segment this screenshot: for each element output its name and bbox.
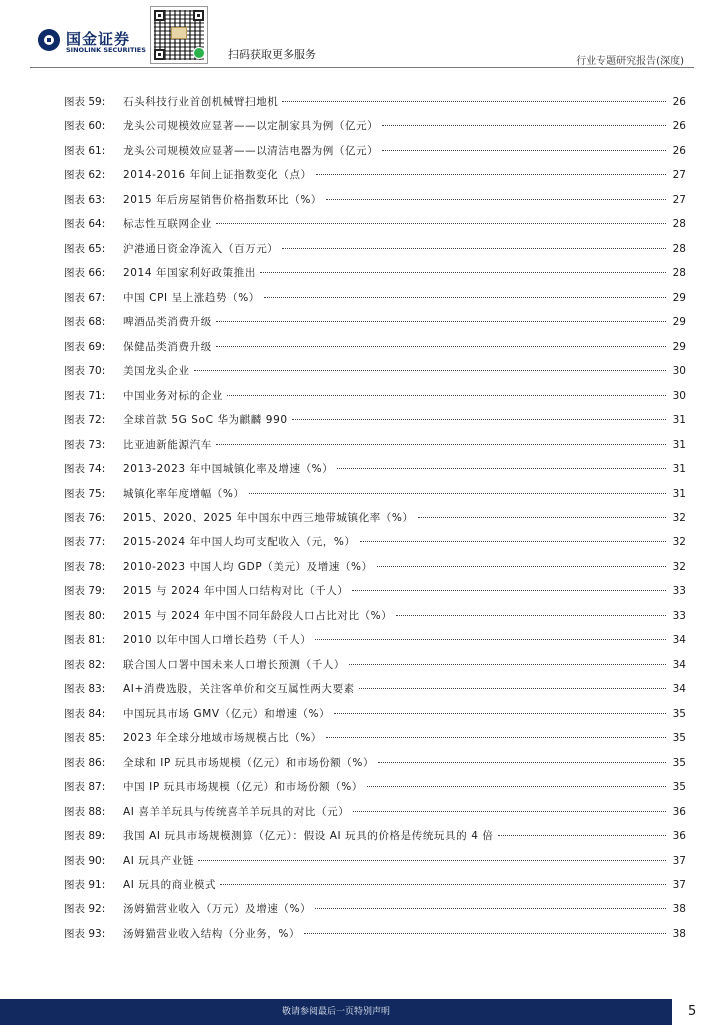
toc-entry-line xyxy=(123,384,686,408)
figure-label: 图表 76: xyxy=(64,511,106,524)
figure-label: 图表 78: xyxy=(64,560,106,573)
toc-entry[interactable] xyxy=(64,775,686,799)
figure-title: 中国业务对标的企业 xyxy=(123,389,223,402)
dot-leader xyxy=(216,320,666,322)
toc-entry[interactable] xyxy=(64,824,686,848)
figure-page-number: 31 xyxy=(672,438,686,451)
report-type-label: 行业专题研究报告(深度) xyxy=(576,56,684,67)
figure-page-number: 31 xyxy=(672,487,686,500)
figure-title: 中国 IP 玩具市场规模（亿元）和市场份额（%） xyxy=(123,781,363,794)
figure-page-number: 29 xyxy=(672,316,686,329)
dot-leader xyxy=(498,834,666,836)
figure-label: 图表 79: xyxy=(64,585,106,598)
figure-page-number: 38 xyxy=(672,927,686,940)
figure-page-number: 35 xyxy=(672,781,686,794)
figure-title: 啤酒品类消费升级 xyxy=(123,316,212,329)
figure-page-number: 30 xyxy=(672,365,686,378)
figure-title: 2015-2024 年中国人均可支配收入（元，%） xyxy=(123,536,356,549)
qr-caption: 扫码获取更多服务 xyxy=(228,48,316,61)
figure-title: 2010 以年中国人口增长趋势（千人） xyxy=(123,634,312,647)
dot-leader xyxy=(264,296,666,298)
figure-index-list xyxy=(64,90,686,946)
toc-entry-line xyxy=(123,261,686,285)
toc-entry[interactable] xyxy=(64,677,686,701)
figure-label: 图表 92: xyxy=(64,903,106,916)
toc-entry[interactable] xyxy=(64,506,686,530)
dot-leader xyxy=(260,271,666,273)
figure-page-number: 30 xyxy=(672,389,686,402)
toc-entry[interactable] xyxy=(64,188,686,212)
dot-leader xyxy=(418,516,666,518)
figure-title: 联合国人口署中国未来人口增长预测（千人） xyxy=(123,658,345,671)
figure-page-number: 26 xyxy=(672,120,686,133)
toc-entry[interactable] xyxy=(64,800,686,824)
figure-title: 2015 与 2024 年中国不同年龄段人口占比对比（%） xyxy=(123,609,393,622)
figure-label: 图表 84: xyxy=(64,707,106,720)
toc-entry-line xyxy=(123,237,686,261)
dot-leader xyxy=(315,638,666,640)
toc-entry-line xyxy=(123,751,686,775)
toc-entry-line xyxy=(123,482,686,506)
dot-leader xyxy=(304,932,666,934)
logo-chinese-name: 国金证券 xyxy=(66,30,131,48)
figure-page-number: 26 xyxy=(672,144,686,157)
toc-entry-line xyxy=(123,335,686,359)
toc-entry[interactable] xyxy=(64,849,686,873)
figure-label: 图表 90: xyxy=(64,854,106,867)
dot-leader xyxy=(352,589,666,591)
figure-label: 图表 77: xyxy=(64,536,106,549)
toc-entry[interactable] xyxy=(64,897,686,921)
dot-leader xyxy=(353,810,666,812)
toc-entry-line xyxy=(123,604,686,628)
figure-title: 标志性互联网企业 xyxy=(123,218,212,231)
toc-entry[interactable] xyxy=(64,310,686,334)
toc-entry-line xyxy=(123,726,686,750)
dot-leader xyxy=(194,369,666,371)
dot-leader xyxy=(216,222,666,224)
dot-leader xyxy=(315,907,666,909)
figure-label: 图表 70: xyxy=(64,365,106,378)
figure-label: 图表 63: xyxy=(64,193,106,206)
figure-label: 图表 66: xyxy=(64,267,106,280)
toc-entry-line xyxy=(123,114,686,138)
toc-entry[interactable] xyxy=(64,922,686,946)
toc-entry-line xyxy=(123,922,686,946)
figure-page-number: 32 xyxy=(672,560,686,573)
figure-page-number: 35 xyxy=(672,756,686,769)
dot-leader xyxy=(326,198,666,200)
toc-entry-line xyxy=(123,530,686,554)
toc-entry-line xyxy=(123,579,686,603)
toc-entry-line xyxy=(123,90,686,114)
toc-entry[interactable] xyxy=(64,286,686,310)
figure-title: 2010-2023 中国人均 GDP（美元）及增速（%） xyxy=(123,560,373,573)
figure-title: 美国龙头企业 xyxy=(123,365,190,378)
figure-title: 2023 年全球分地域市场规模占比（%） xyxy=(123,732,323,745)
logo-english-name: SINOLINK SECURITIES xyxy=(66,46,146,54)
figure-title: 沪港通日资金净流入（百万元） xyxy=(123,242,279,255)
toc-entry[interactable] xyxy=(64,212,686,236)
dot-leader xyxy=(227,394,666,396)
figure-label: 图表 91: xyxy=(64,879,106,891)
footer-disclaimer: 敬请参阅最后一页特别声明 xyxy=(281,1007,390,1017)
toc-entry-line xyxy=(123,677,686,701)
figure-label: 图表 60: xyxy=(64,120,106,133)
toc-entry[interactable] xyxy=(64,359,686,383)
figure-page-number: 32 xyxy=(672,511,686,524)
figure-page-number: 34 xyxy=(672,634,686,647)
toc-entry[interactable] xyxy=(64,433,686,457)
dot-leader xyxy=(282,100,666,102)
page-number: 5 xyxy=(688,1004,697,1019)
toc-entry[interactable] xyxy=(64,114,686,138)
toc-entry[interactable] xyxy=(64,579,686,603)
toc-entry[interactable] xyxy=(64,384,686,408)
toc-entry[interactable] xyxy=(64,335,686,359)
toc-entry[interactable] xyxy=(64,139,686,163)
figure-title: AI+消费选股，关注客单价和交互属性两大要素 xyxy=(123,683,355,696)
dot-leader xyxy=(359,687,666,689)
toc-entry-line xyxy=(123,653,686,677)
dot-leader xyxy=(316,173,666,175)
figure-label: 图表 82: xyxy=(64,658,106,671)
toc-entry-line xyxy=(123,163,686,187)
figure-title: 龙头公司规模效应显著——以清洁电器为例（亿元） xyxy=(123,144,379,157)
dot-leader xyxy=(216,345,666,347)
toc-entry[interactable] xyxy=(64,457,686,481)
figure-label: 图表 71: xyxy=(64,389,106,402)
figure-page-number: 33 xyxy=(672,585,686,598)
dot-leader xyxy=(349,663,666,665)
toc-entry[interactable] xyxy=(64,555,686,579)
toc-entry-line xyxy=(123,359,686,383)
figure-label: 图表 87: xyxy=(64,781,106,794)
dot-leader xyxy=(326,736,666,738)
figure-label: 图表 65: xyxy=(64,242,106,255)
page-footer xyxy=(0,991,724,1024)
figure-page-number: 28 xyxy=(672,242,686,255)
figure-page-number: 33 xyxy=(672,609,686,622)
figure-page-number: 36 xyxy=(672,830,686,843)
figure-title: 2015 与 2024 年中国人口结构对比（千人） xyxy=(123,585,349,598)
toc-entry-line xyxy=(123,628,686,652)
figure-label: 图表 81: xyxy=(64,634,106,647)
dot-leader xyxy=(292,418,666,420)
sinolink-logo-icon xyxy=(38,29,60,51)
figure-title: 石头科技行业首创机械臂扫地机 xyxy=(123,96,279,108)
figure-page-number: 35 xyxy=(672,732,686,745)
figure-page-number: 37 xyxy=(672,854,686,867)
toc-entry-line xyxy=(123,702,686,726)
figure-title: 2015、2020、2025 年中国东中西三地带城镇化率（%） xyxy=(123,511,414,524)
figure-page-number: 27 xyxy=(672,193,686,206)
toc-entry[interactable] xyxy=(64,628,686,652)
figure-label: 图表 64: xyxy=(64,218,106,231)
toc-entry-line xyxy=(123,775,686,799)
toc-entry[interactable] xyxy=(64,482,686,506)
toc-entry-line xyxy=(123,555,686,579)
figure-label: 图表 85: xyxy=(64,732,106,745)
toc-entry-line xyxy=(123,897,686,921)
dot-leader xyxy=(334,712,666,714)
toc-entry-line xyxy=(123,310,686,334)
dot-leader xyxy=(198,859,666,861)
toc-entry-line xyxy=(123,457,686,481)
figure-title: 2013-2023 年中国城镇化率及增速（%） xyxy=(123,463,334,476)
figure-title: AI 玩具产业链 xyxy=(123,854,194,867)
figure-label: 图表 83: xyxy=(64,683,106,696)
figure-label: 图表 69: xyxy=(64,340,106,353)
figure-label: 图表 89: xyxy=(64,830,106,843)
dot-leader xyxy=(382,149,666,151)
dot-leader xyxy=(382,124,666,126)
toc-entry[interactable] xyxy=(64,751,686,775)
figure-title: 龙头公司规模效应显著——以定制家具为例（亿元） xyxy=(123,120,379,133)
figure-page-number: 31 xyxy=(672,463,686,476)
toc-entry[interactable] xyxy=(64,530,686,554)
figure-page-number: 27 xyxy=(672,169,686,182)
toc-entry-line xyxy=(123,849,686,873)
figure-page-number: 36 xyxy=(672,805,686,818)
figure-label: 图表 74: xyxy=(64,463,106,476)
figure-title: 中国玩具市场 GMV（亿元）和增速（%） xyxy=(123,707,331,720)
figure-page-number: 29 xyxy=(672,291,686,304)
dot-leader xyxy=(249,492,666,494)
figure-label: 图表 73: xyxy=(64,438,106,451)
figure-page-number: 29 xyxy=(672,340,686,353)
figure-title: 城镇化率年度增幅（%） xyxy=(123,487,245,500)
toc-entry-line xyxy=(123,286,686,310)
toc-entry[interactable] xyxy=(64,237,686,261)
toc-entry[interactable] xyxy=(64,163,686,187)
figure-title: 比亚迪新能源汽车 xyxy=(123,438,212,451)
figure-label: 图表 61: xyxy=(64,144,106,157)
figure-page-number: 34 xyxy=(672,683,686,696)
toc-entry[interactable] xyxy=(64,408,686,432)
toc-entry-line xyxy=(123,139,686,163)
figure-page-number: 38 xyxy=(672,903,686,916)
figure-title: 全球和 IP 玩具市场规模（亿元）和市场份额（%） xyxy=(123,756,375,769)
figure-title: 保健品类消费升级 xyxy=(123,340,212,353)
dot-leader xyxy=(377,565,666,567)
toc-entry-line xyxy=(123,506,686,530)
figure-label: 图表 59: xyxy=(64,96,106,108)
dot-leader xyxy=(367,785,666,787)
figure-page-number: 35 xyxy=(672,707,686,720)
toc-entry[interactable] xyxy=(64,261,686,285)
toc-entry-line xyxy=(123,188,686,212)
figure-page-number: 32 xyxy=(672,536,686,549)
dot-leader xyxy=(220,883,666,885)
page-header xyxy=(0,0,724,68)
toc-entry-line xyxy=(123,824,686,848)
dot-leader xyxy=(360,540,666,542)
toc-entry[interactable] xyxy=(64,90,686,114)
toc-entry[interactable] xyxy=(64,604,686,628)
figure-title: 我国 AI 玩具市场规模测算（亿元）：假设 AI 玩具的价格是传统玩具的 4 倍 xyxy=(123,830,494,843)
toc-entry-line xyxy=(123,212,686,236)
dot-leader xyxy=(396,614,666,616)
toc-entry-line xyxy=(123,800,686,824)
toc-entry[interactable] xyxy=(64,653,686,677)
figure-title: AI 玩具的商业模式 xyxy=(123,879,217,891)
header-divider xyxy=(30,67,694,68)
toc-entry-line xyxy=(123,408,686,432)
figure-label: 图表 80: xyxy=(64,609,106,622)
toc-entry-line xyxy=(123,433,686,457)
figure-page-number: 34 xyxy=(672,658,686,671)
dot-leader xyxy=(378,761,666,763)
wechat-badge-icon xyxy=(193,47,205,59)
figure-title: 全球首款 5G SoC 华为麒麟 990 xyxy=(123,414,288,427)
figure-label: 图表 88: xyxy=(64,805,106,818)
figure-title: 2014-2016 年间上证指数变化（点） xyxy=(123,169,312,182)
figure-label: 图表 72: xyxy=(64,414,106,427)
figure-label: 图表 86: xyxy=(64,756,106,769)
toc-entry-line xyxy=(123,873,686,897)
figure-page-number: 31 xyxy=(672,414,686,427)
dot-leader xyxy=(337,467,666,469)
figure-label: 图表 75: xyxy=(64,487,106,500)
toc-entry[interactable] xyxy=(64,873,686,897)
figure-title: 2014 年国家利好政策推出 xyxy=(123,267,256,280)
figure-label: 图表 62: xyxy=(64,169,106,182)
toc-entry[interactable] xyxy=(64,702,686,726)
figure-page-number: 37 xyxy=(672,879,686,891)
figure-label: 图表 67: xyxy=(64,291,106,304)
figure-title: 中国 CPI 呈上涨趋势（%） xyxy=(123,291,260,304)
figure-title: 汤姆猫营业收入结构（分业务，%） xyxy=(123,927,301,940)
figure-title: 2015 年后房屋销售价格指数环比（%） xyxy=(123,193,323,206)
figure-page-number: 28 xyxy=(672,218,686,231)
figure-page-number: 28 xyxy=(672,267,686,280)
dot-leader xyxy=(282,247,666,249)
figure-title: 汤姆猫营业收入（万元）及增速（%） xyxy=(123,903,312,916)
qr-code-icon[interactable] xyxy=(150,6,208,64)
figure-label: 图表 68: xyxy=(64,316,106,329)
dot-leader xyxy=(216,443,666,445)
toc-entry[interactable] xyxy=(64,726,686,750)
figure-page-number: 26 xyxy=(672,96,686,108)
figure-label: 图表 93: xyxy=(64,927,106,940)
figure-title: AI 喜羊羊玩具与传统喜羊羊玩具的对比（元） xyxy=(123,805,350,818)
